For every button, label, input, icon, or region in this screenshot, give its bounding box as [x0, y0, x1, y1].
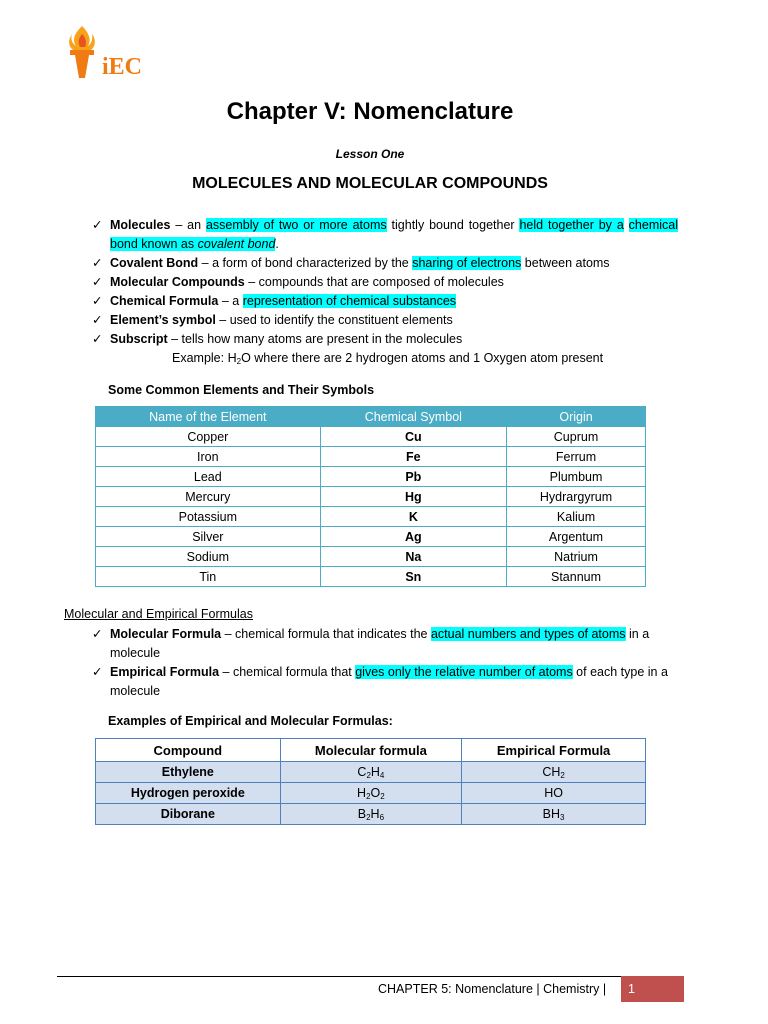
subscript: 4: [379, 771, 385, 780]
cell: Iron: [96, 447, 321, 467]
table-row: [96, 567, 646, 587]
section-title: MOLECULES AND MOLECULAR COMPOUNDS: [192, 175, 548, 192]
examples-table-caption: Examples of Empirical and Molecular Formulas:: [108, 714, 393, 728]
subscript: 2: [366, 771, 371, 780]
cell: Lead: [96, 467, 321, 487]
checkmark-icon: ✓: [92, 294, 103, 308]
definition-molecular-compounds: [92, 273, 678, 292]
highlight: representation of chemical substances: [242, 294, 457, 308]
text: tightly bound together: [386, 218, 520, 232]
text: Example: H: [172, 351, 237, 365]
checkmark-icon: ✓: [92, 218, 103, 232]
term: Covalent Bond: [110, 256, 199, 270]
formulas-list: [92, 625, 678, 701]
cell: Natrium: [507, 547, 646, 567]
subscript: 6: [379, 813, 385, 822]
examples-table: [95, 738, 646, 825]
text: – compounds that are composed of molecules: [244, 275, 504, 289]
element-symbol: H: [370, 807, 380, 821]
molecular-formula-cell: [280, 783, 462, 804]
cell: Sn: [320, 567, 506, 587]
empirical-formula-cell: [462, 762, 646, 783]
term: Molecular Compounds: [110, 275, 245, 289]
text: in a molecule: [110, 627, 650, 660]
empirical-formula-cell: [462, 804, 646, 825]
table-row: [96, 447, 646, 467]
table-row: [96, 783, 646, 804]
term: Empirical Formula: [110, 665, 220, 679]
cell: Sodium: [96, 547, 321, 567]
highlight: assembly of two or more atoms: [205, 218, 387, 232]
cell: Silver: [96, 527, 321, 547]
torch-icon: [64, 24, 100, 80]
cell: Mercury: [96, 487, 321, 507]
cell: Ag: [320, 527, 506, 547]
table-header-row: [96, 739, 646, 762]
element-symbol: B: [357, 807, 367, 821]
cell: Ferrum: [507, 447, 646, 467]
text: – an: [170, 218, 206, 232]
subscript: 2: [380, 792, 385, 801]
element-symbol: HO: [544, 786, 563, 800]
checkmark-icon: ✓: [92, 256, 103, 270]
checkmark-icon: ✓: [92, 332, 103, 346]
element-symbol: H: [357, 786, 367, 800]
table-row: [96, 547, 646, 567]
element-symbol: CH: [542, 765, 561, 779]
definition-chemical-formula: [92, 292, 678, 311]
text: – a form of bond characterized by the: [198, 256, 413, 270]
definitions-list: [92, 216, 678, 349]
text: – chemical formula that: [219, 665, 356, 679]
compound-cell: Ethylene: [96, 762, 281, 783]
cell: Argentum: [507, 527, 646, 547]
molecular-formula-cell: [280, 804, 462, 825]
cell: Cu: [320, 427, 506, 447]
column-header: Molecular formula: [280, 739, 462, 762]
example-line: [172, 349, 603, 368]
logo: [64, 24, 174, 84]
highlight: gives only the relative number of atoms: [355, 665, 573, 679]
lesson-label: Lesson One: [335, 147, 405, 161]
empirical-formula-cell: [462, 783, 646, 804]
column-header: Name of the Element: [96, 407, 321, 427]
table-row: [96, 487, 646, 507]
cell: Stannum: [507, 567, 646, 587]
definition-molecular-formula: [92, 625, 678, 663]
subscript: 2: [560, 771, 565, 780]
page-number: 1: [628, 982, 635, 996]
text: of each type in a molecule: [110, 665, 668, 698]
highlight: held together by a: [519, 218, 624, 232]
term: Subscript: [110, 332, 168, 346]
highlight: actual numbers and types of atoms: [430, 627, 626, 641]
table-row: [96, 804, 646, 825]
table-header-row: [96, 407, 646, 427]
element-symbol: H: [370, 765, 380, 779]
checkmark-icon: ✓: [92, 627, 103, 641]
cell: Pb: [320, 467, 506, 487]
cell: Hg: [320, 487, 506, 507]
checkmark-icon: ✓: [92, 665, 103, 679]
element-symbol: BH: [542, 807, 561, 821]
cell: Tin: [96, 567, 321, 587]
subscript: 2: [236, 357, 242, 366]
text: .: [275, 237, 279, 251]
definition-molecules: [92, 216, 678, 254]
text: – tells how many atoms are present in the molecules: [167, 332, 463, 346]
elements-table: [95, 406, 646, 587]
cell: Hydrargyrum: [507, 487, 646, 507]
table-row: [96, 507, 646, 527]
text: – chemical formula that indicates the: [221, 627, 431, 641]
subscript: 3: [560, 813, 565, 822]
highlight: sharing of electrons: [412, 256, 522, 270]
cell: Potassium: [96, 507, 321, 527]
cell: Kalium: [507, 507, 646, 527]
text: between atoms: [521, 256, 610, 270]
column-header: Compound: [96, 739, 281, 762]
compound-cell: Hydrogen peroxide: [96, 783, 281, 804]
cell: Copper: [96, 427, 321, 447]
term: Chemical Formula: [110, 294, 219, 308]
table-row: [96, 427, 646, 447]
column-header: Empirical Formula: [462, 739, 646, 762]
definition-subscript: [92, 330, 678, 349]
cell: Cuprum: [507, 427, 646, 447]
logo-text: iEC: [102, 54, 143, 80]
element-symbol: O: [370, 786, 381, 800]
definition-empirical-formula: [92, 663, 678, 701]
definition-element-symbol: [92, 311, 678, 330]
text: – used to identify the constituent elements: [215, 313, 453, 327]
elements-table-caption: Some Common Elements and Their Symbols: [108, 383, 375, 397]
text: – a: [218, 294, 243, 308]
column-header: Origin: [507, 407, 646, 427]
cell: Fe: [320, 447, 506, 467]
table-row: [96, 762, 646, 783]
checkmark-icon: ✓: [92, 313, 103, 327]
formulas-heading: Molecular and Empirical Formulas: [64, 607, 253, 621]
table-row: [96, 527, 646, 547]
molecular-formula-cell: [280, 762, 462, 783]
footer-text: CHAPTER 5: Nomenclature | Chemistry |: [378, 982, 607, 996]
term: Element’s symbol: [110, 313, 216, 327]
page-title: Chapter V: Nomenclature: [226, 98, 514, 125]
subscript: 2: [366, 813, 371, 822]
compound-cell: Diborane: [96, 804, 281, 825]
cell: Na: [320, 547, 506, 567]
footer-divider: [57, 976, 622, 977]
column-header: Chemical Symbol: [320, 407, 506, 427]
definition-covalent-bond: [92, 254, 678, 273]
table-row: [96, 467, 646, 487]
subscript: 2: [366, 792, 371, 801]
cell: Plumbum: [507, 467, 646, 487]
checkmark-icon: ✓: [92, 275, 103, 289]
term: Molecular Formula: [110, 627, 222, 641]
term: Molecules: [110, 218, 171, 232]
cell: K: [320, 507, 506, 527]
text: chemical bond known as: [110, 218, 678, 251]
text: O where there are 2 hydrogen atoms and 1 Oxygen atom present: [241, 351, 604, 365]
element-symbol: C: [357, 765, 367, 779]
italic-text: covalent bond: [197, 237, 276, 251]
